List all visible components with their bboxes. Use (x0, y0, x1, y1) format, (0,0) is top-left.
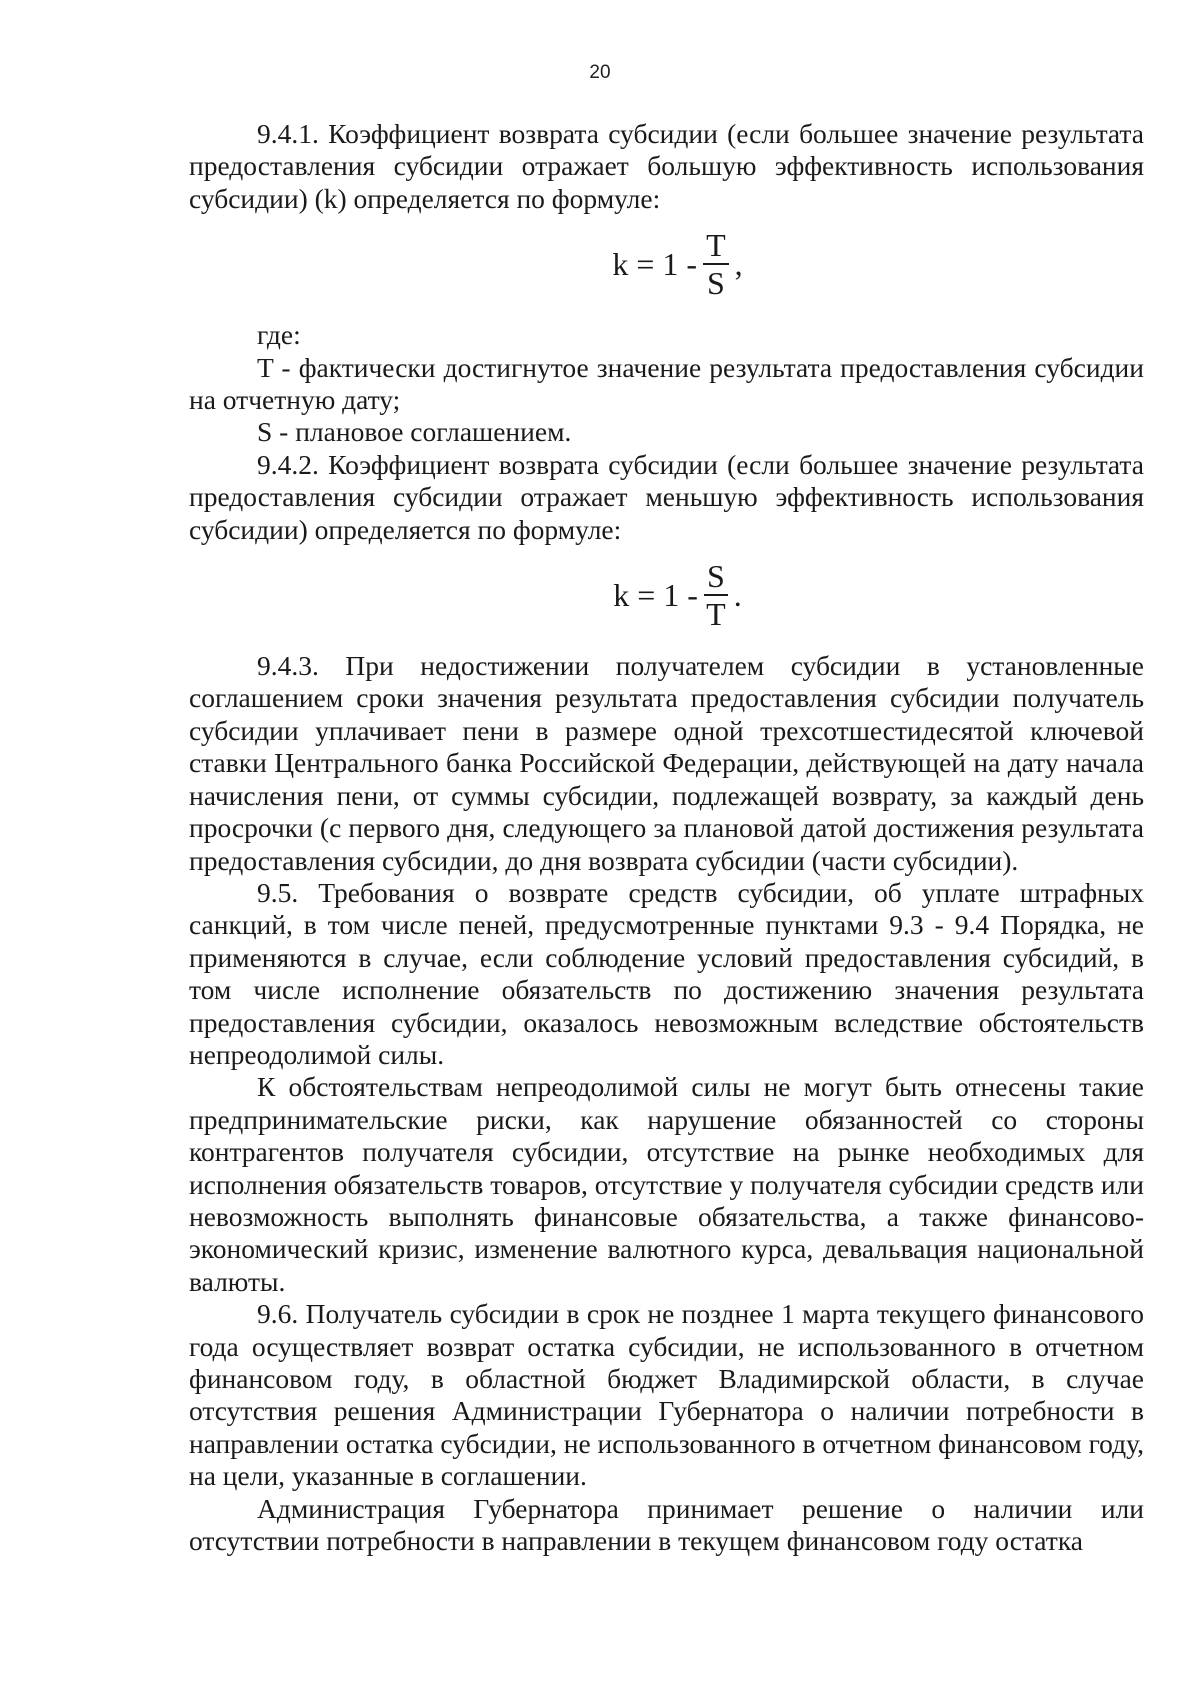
paragraph-9-4-2: 9.4.2. Коэффициент возврата субсидии (если большее значение результата предоставления субсидии отражает меньшую эффективность использования субсидии) определяется по формуле: (189, 448, 1144, 545)
fraction-numerator: S (704, 560, 728, 596)
formula-punctuation: , (734, 246, 743, 283)
paragraph-9-6: 9.6. Получатель субсидии в срок не позднее 1 марта текущего финансового года осуществляет возврат остатка субсидии, не использованного в отчетном финансовом году, в областной бюджет Владимирской области, в случае отсутствия решения Администрации Губернатора о наличии потребности в направлении остатка субсидии, не использованного в отчетном финансовом году, на цели, указанные в соглашении. (189, 1298, 1144, 1492)
fraction-numerator: T (703, 229, 729, 265)
fraction (703, 227, 729, 302)
paragraph-force-majeure: К обстоятельствам непреодолимой силы не могут быть отнесены такие предпринимательские риски, как нарушение обязанностей со стороны контрагентов получателя субсидии, отсутствие на рынке необходимых для исполнения обязательств товаров, отсутствие у получателя субсидии средств или невозможность выполнять финансовые обязательства, а также финансово-экономический кризис, изменение валютного курса, девальвация национальной валюты. (189, 1071, 1144, 1297)
formula-k-s-over-t (189, 546, 1144, 644)
fraction (704, 558, 728, 633)
page-number: 20 (589, 62, 611, 83)
formula-punctuation: . (733, 576, 742, 613)
formula-lhs: k = 1 - (613, 576, 698, 613)
definition-s: S - плановое соглашением. (257, 416, 572, 448)
paragraph-9-4-3: 9.4.3. При недостижении получателем субсидии в установленные соглашением сроки значения результата предоставления субсидии получатель субсидии уплачивает пени в размере одной трехсотшестидесятой ключевой ставки Центрального банка Российской Федерации, действующей на дату начала начисления пени, от суммы субсидии, подлежащей возврату, за каждый день просрочки (с первого дня, следующего за плановой датой достижения результата предоставления субсидии, до дня возврата субсидии (части субсидии). (189, 650, 1144, 876)
fraction-denominator: T (706, 596, 726, 633)
paragraph-9-5: 9.5. Требования о возврате средств субсидии, об уплате штрафных санкций, в том числе пеней, предусмотренные пунктами 9.3 - 9.4 Порядка, не применяются в случае, если соблюдение условий предоставления субсидий, в том числе исполнение обязательств по достижению значения результата предоставления субсидии, оказалось невозможным вследствие обстоятельств непреодолимой силы. (189, 876, 1144, 1070)
fraction-denominator: S (706, 265, 725, 302)
formula-k-t-over-s (189, 215, 1144, 313)
where-label: где: (257, 319, 301, 351)
definition-t: T - фактически достигнутое значение результата предоставления субсидии на отчетную дату; (189, 351, 1144, 416)
page-content (189, 118, 1144, 1557)
formula-lhs: k = 1 - (612, 246, 698, 283)
paragraph-administration: Администрация Губернатора принимает решение о наличии или отсутствии потребности в направлении в текущем финансовом году остатка (189, 1492, 1144, 1557)
paragraph-9-4-1: 9.4.1. Коэффициент возврата субсидии (если большее значение результата предоставления субсидии отражает большую эффективность использования субсидии) (k) определяется по формуле: (189, 118, 1144, 214)
